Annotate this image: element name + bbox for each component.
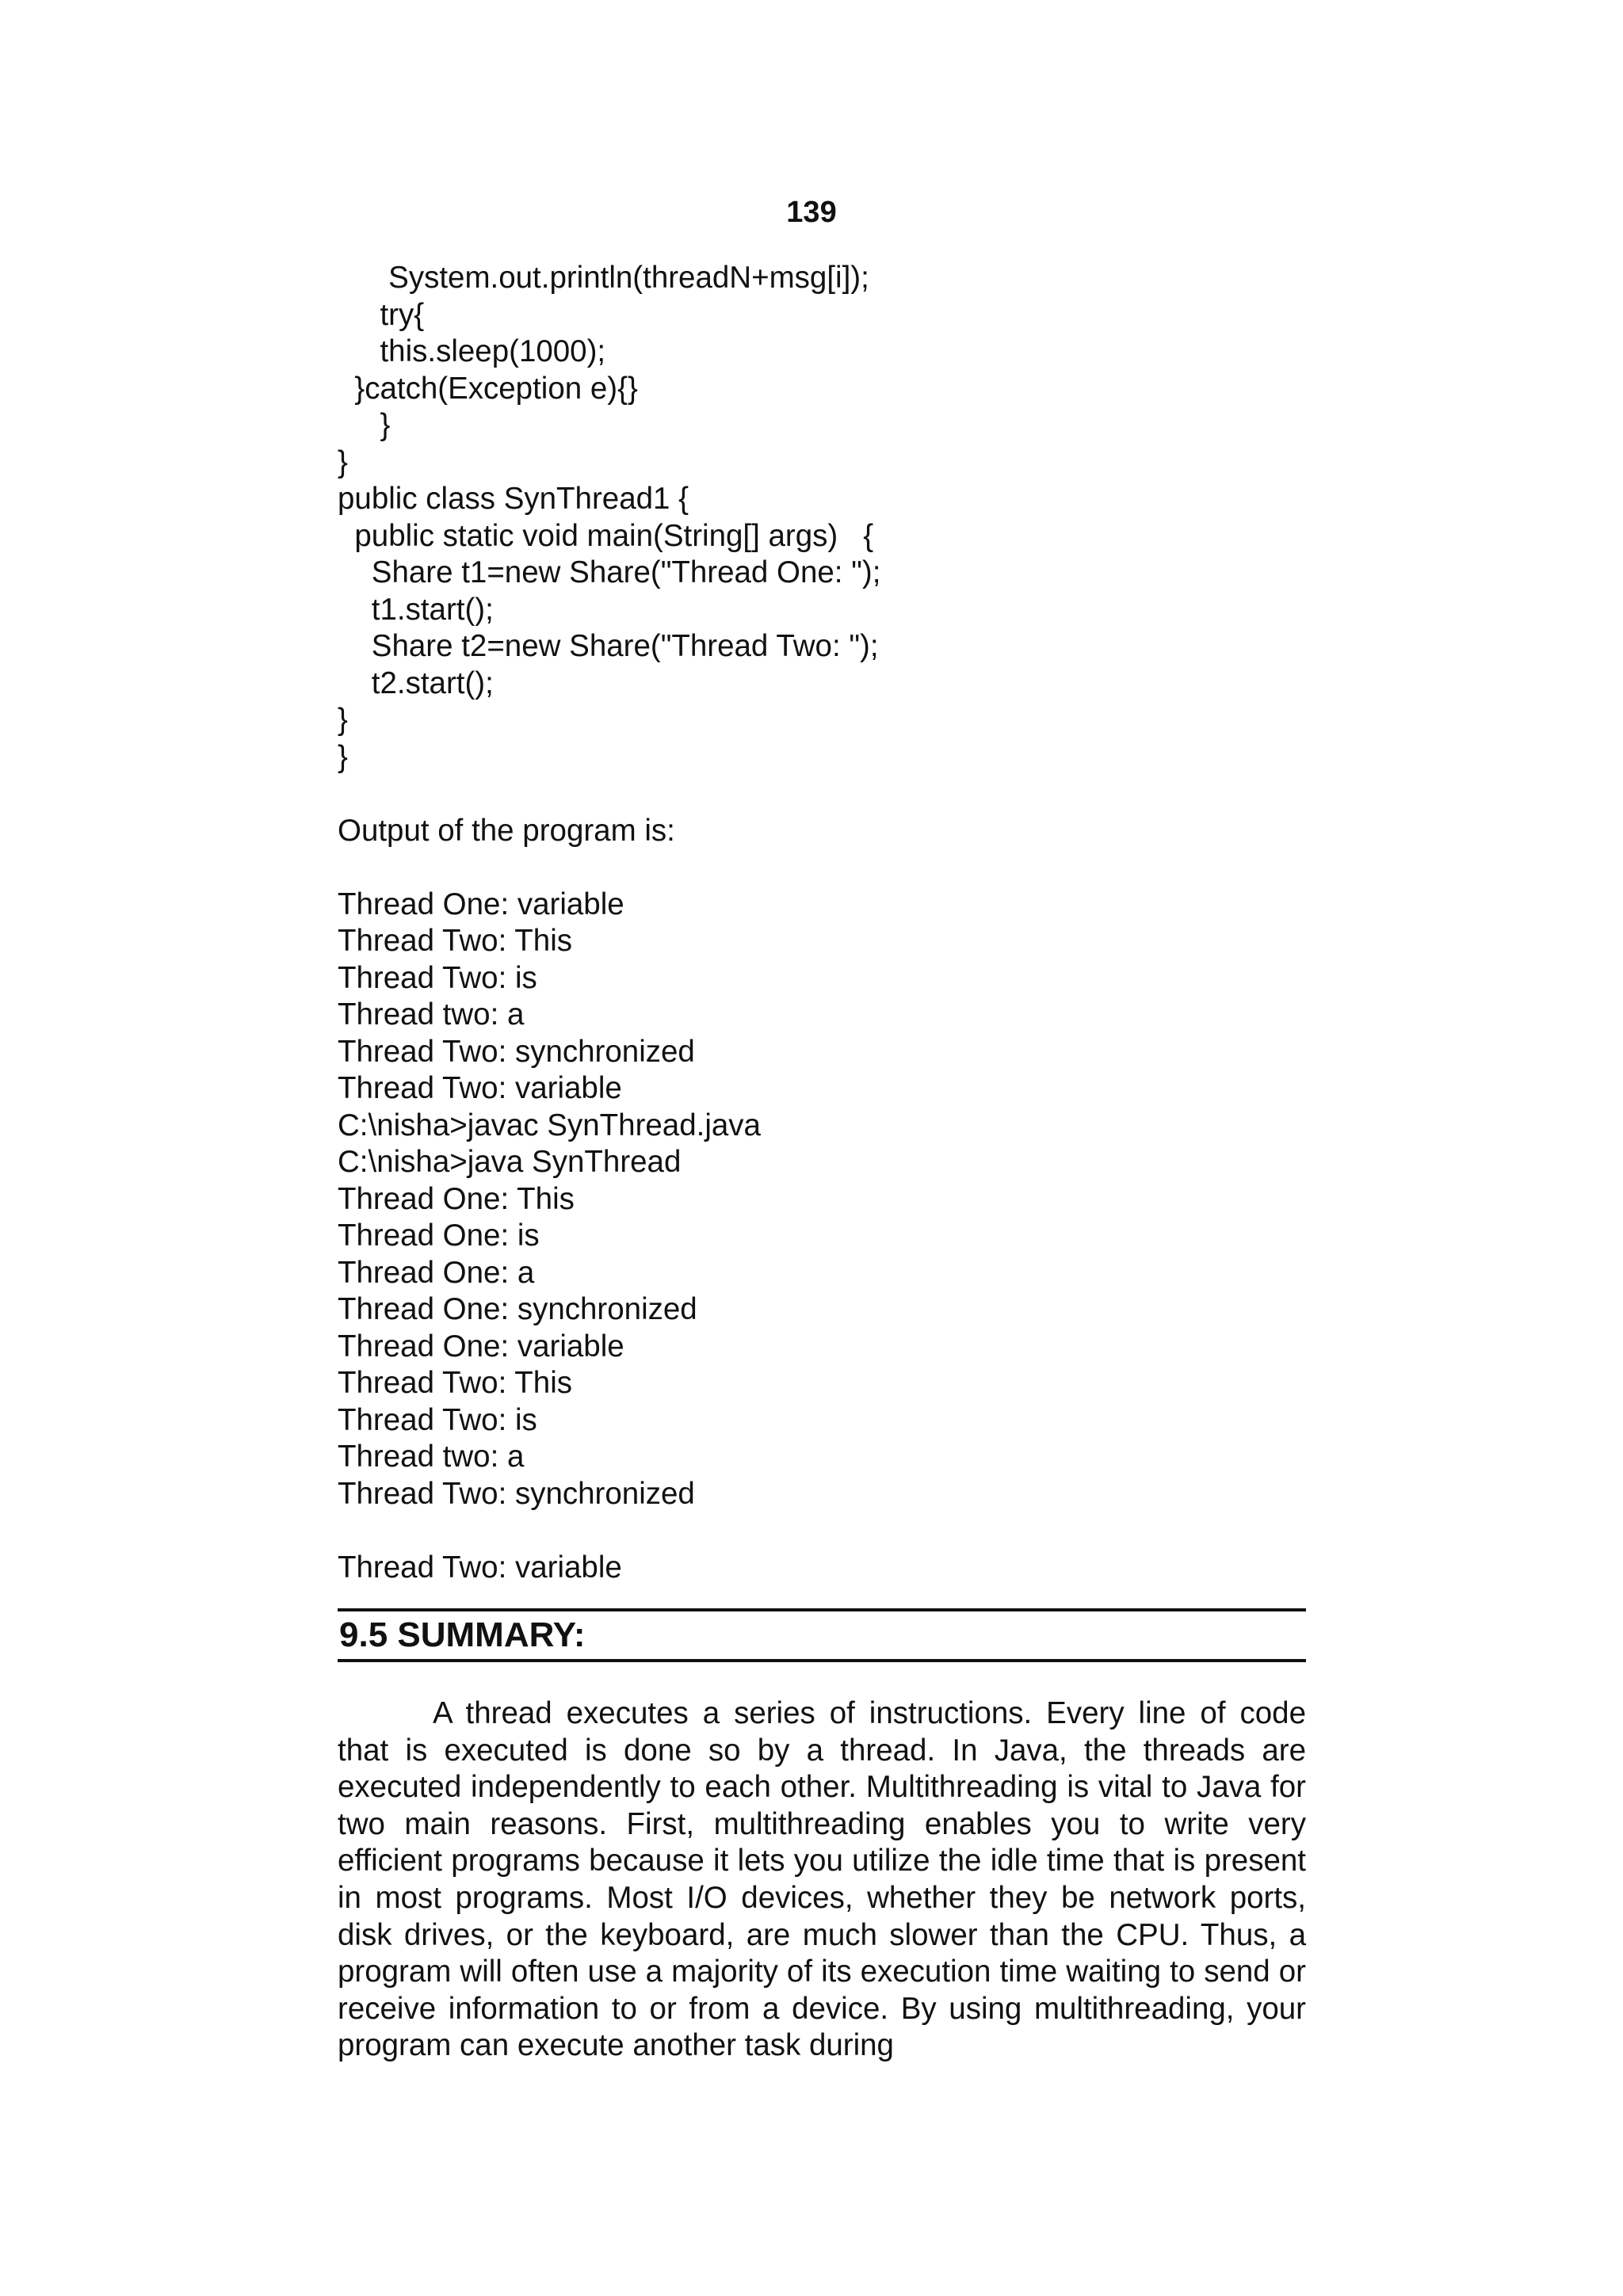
output-line: Thread Two: variable [338, 1550, 622, 1585]
code-line: public class SynThread1 { [338, 482, 689, 516]
output-line: Thread Two: synchronized [338, 1476, 695, 1511]
output-line: Thread Two: This [338, 924, 573, 958]
output-line: Thread Two: is [338, 1402, 537, 1437]
code-line: } [338, 444, 348, 479]
section-heading: 9.5 SUMMARY: [338, 1608, 1306, 1662]
spacer [338, 849, 1306, 887]
code-line: public static void main(String[] args) { [338, 518, 874, 553]
code-line: }catch(Exception e){} [338, 371, 638, 406]
code-line: Share t2=new Share("Thread Two: "); [338, 629, 879, 663]
spacer [338, 776, 1306, 813]
code-line: System.out.println(threadN+msg[i]); [338, 261, 869, 295]
page-number: 139 [786, 196, 837, 229]
output-line: Thread two: a [338, 1440, 525, 1474]
output-line: C:\nisha>javac SynThread.java [338, 1108, 761, 1142]
code-line: } [338, 739, 348, 774]
output-line: Thread One: synchronized [338, 1292, 697, 1326]
output-line: Thread two: a [338, 997, 525, 1032]
code-block [338, 260, 1306, 776]
output-line: Thread Two: synchronized [338, 1034, 695, 1069]
code-line: Share t1=new Share("Thread One: "); [338, 555, 881, 589]
code-line: try{ [338, 297, 425, 332]
output-line: Thread One: is [338, 1219, 540, 1253]
code-line: } [338, 408, 391, 442]
summary-paragraph: A thread executes a series of instructions. Every line of code that is executed is done so by a thread. In Java, the threads are executed independently to each other. Multithreading is vital to Java for two main reasons. First, multithreading enables you to write very efficient programs because it lets you utilize the idle time that is present in most programs. Most I/O devices, whether they be network ports, disk drives, or the keyboard, are much slower than the CPU. Thus, a program will often use a majority of its execution time waiting to send or receive information to or from a device. By using multithreading, your program can execute another task during [338, 1696, 1306, 2063]
code-line: t2.start(); [338, 666, 494, 700]
output-line: Thread One: variable [338, 887, 624, 921]
output-line: Thread One: a [338, 1255, 535, 1290]
page-content [338, 260, 1306, 2095]
output-line: Thread One: This [338, 1181, 575, 1216]
code-line: } [338, 703, 348, 737]
output-line: C:\nisha>java SynThread [338, 1145, 682, 1179]
output-intro: Output of the program is: [338, 813, 675, 848]
output-line: Thread Two: variable [338, 1071, 622, 1105]
code-line: this.sleep(1000); [338, 334, 606, 368]
output-line: Thread Two: is [338, 960, 537, 995]
code-line: t1.start(); [338, 592, 494, 627]
program-output [338, 887, 1306, 1587]
output-line: Thread One: variable [338, 1329, 624, 1363]
spacer [338, 1512, 1306, 1550]
output-line: Thread Two: This [338, 1366, 573, 1400]
